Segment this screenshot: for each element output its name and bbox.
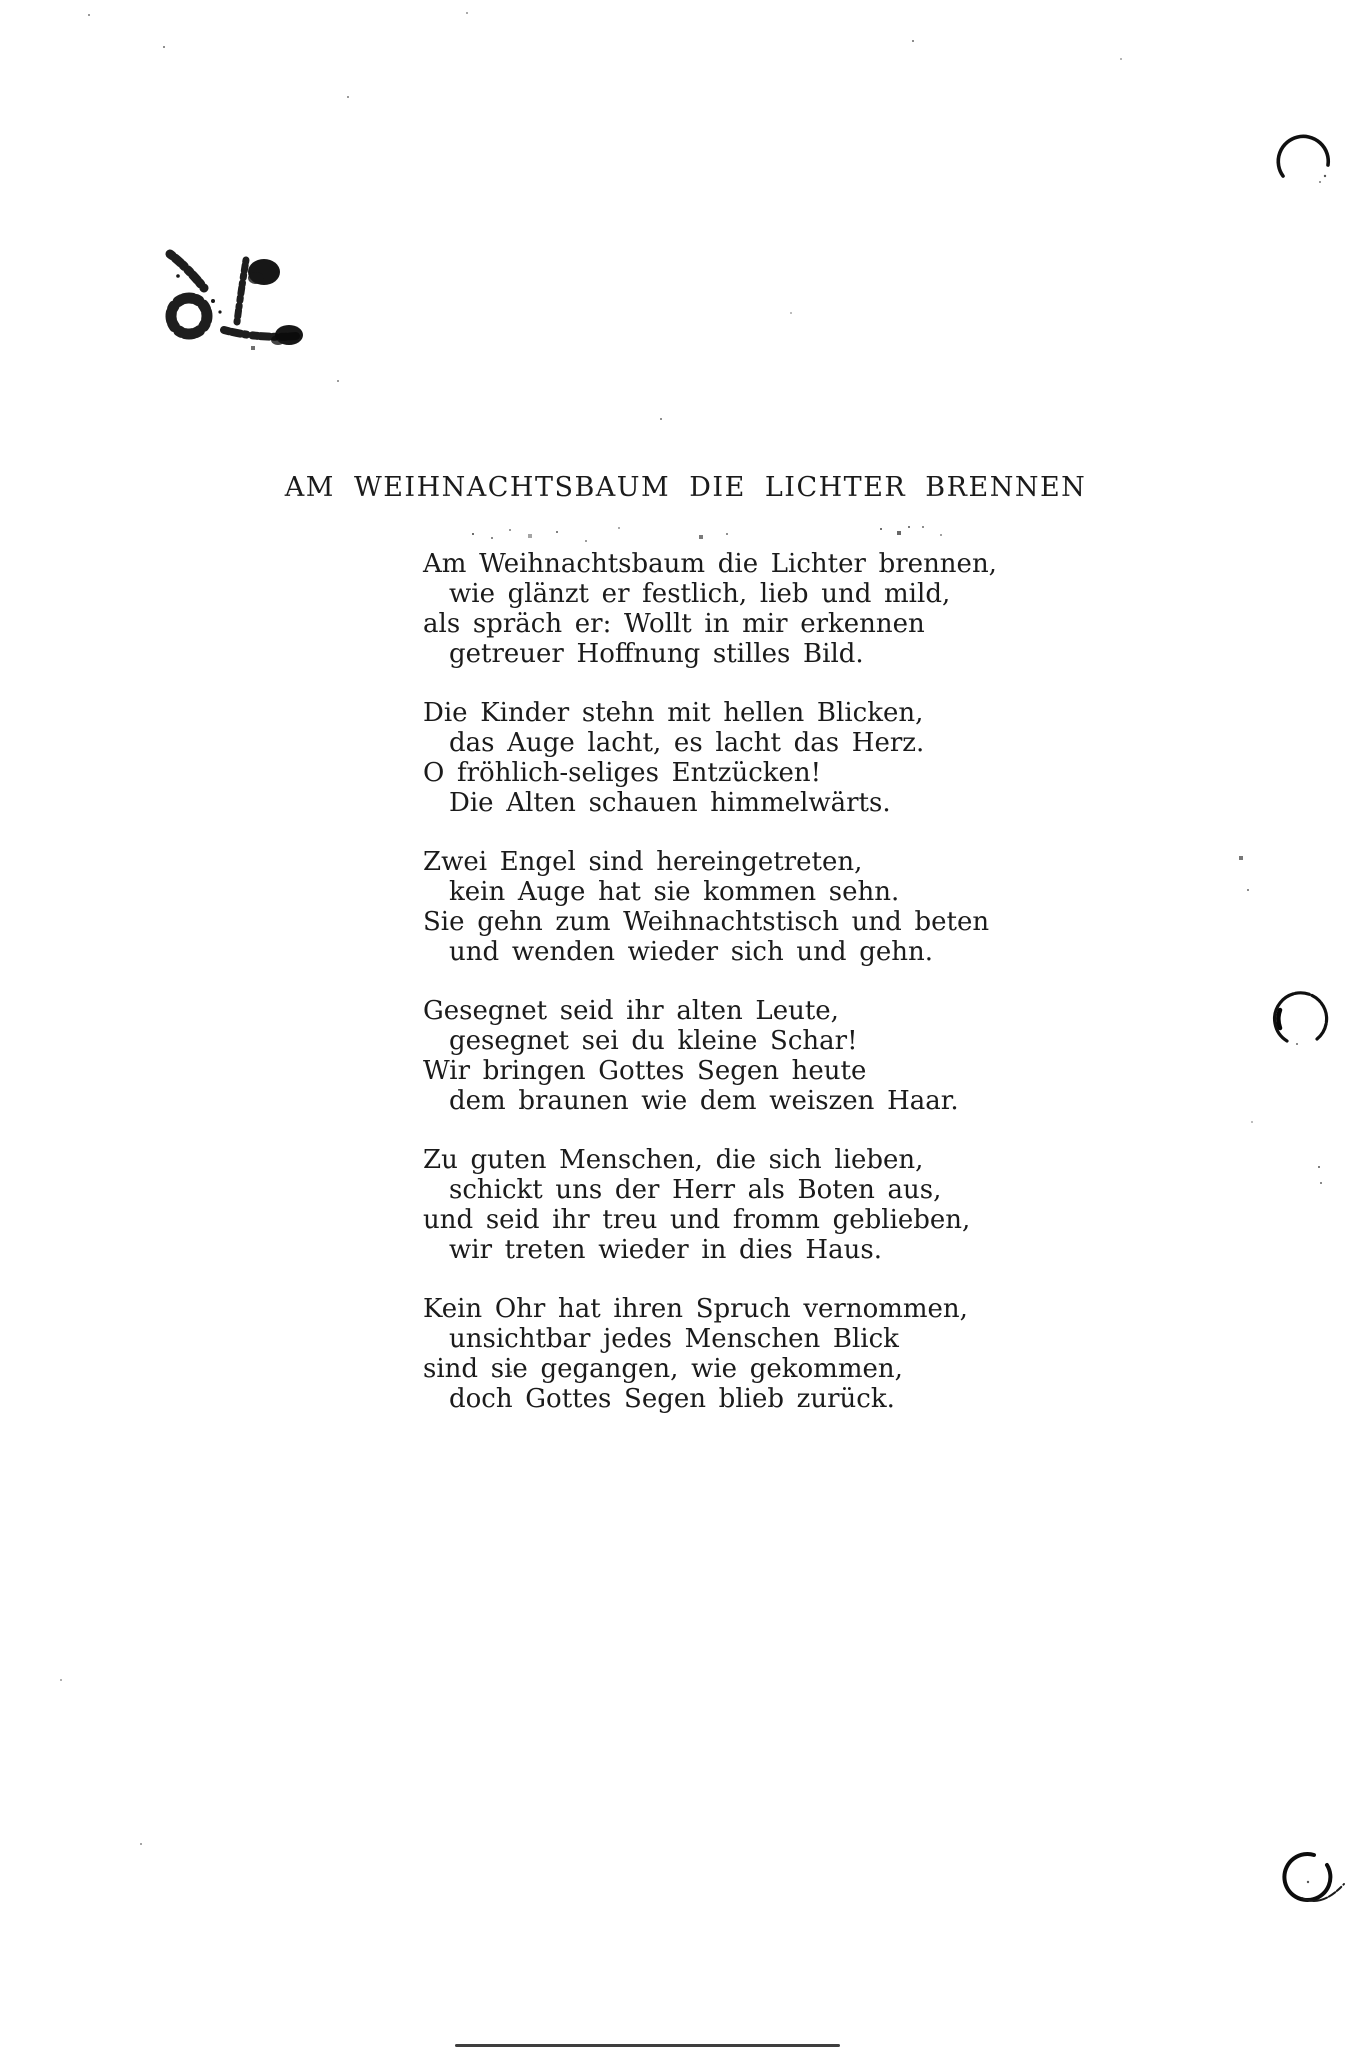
stanza bbox=[423, 1294, 997, 1414]
poem-line: doch Gottes Segen blieb zurück. bbox=[449, 1384, 895, 1414]
scan-streak bbox=[455, 2044, 840, 2047]
ring-mark-icon bbox=[1272, 988, 1334, 1050]
poem-line: wie glänzt er festlich, lieb und mild, bbox=[449, 579, 951, 609]
poem-line: sind sie gegangen, wie gekommen, bbox=[423, 1354, 903, 1384]
poem-line: gesegnet sei du kleine Schar! bbox=[449, 1026, 858, 1056]
poem-line: und seid ihr treu und fromm geblieben, bbox=[423, 1205, 971, 1235]
poem-line: schickt uns der Herr als Boten aus, bbox=[449, 1175, 942, 1205]
poem-line: O fröhlich-seliges Entzücken! bbox=[423, 758, 822, 788]
poem-line: dem braunen wie dem weiszen Haar. bbox=[449, 1086, 959, 1116]
poem-line: unsichtbar jedes Menschen Blick bbox=[449, 1324, 899, 1354]
poem-line: wir treten wieder in dies Haus. bbox=[449, 1235, 882, 1265]
stanza bbox=[423, 1145, 997, 1265]
ink-smudge-icon bbox=[158, 246, 310, 350]
poem-line: Die Alten schauen himmelwärts. bbox=[449, 788, 891, 818]
poem-line: als spräch er: Wollt in mir erkennen bbox=[423, 609, 925, 639]
poem-line: das Auge lacht, es lacht das Herz. bbox=[449, 728, 925, 758]
poem-line: Die Kinder stehn mit hellen Blicken, bbox=[423, 698, 924, 728]
ring-mark-icon bbox=[1274, 132, 1334, 192]
stanza bbox=[423, 847, 997, 967]
poem-line: Wir bringen Gottes Segen heute bbox=[423, 1056, 867, 1086]
stanza bbox=[423, 996, 997, 1116]
erased-text-smudge bbox=[0, 0, 2, 2]
poem bbox=[423, 549, 997, 1443]
stanza bbox=[423, 549, 997, 669]
poem-line: Zu guten Menschen, die sich lieben, bbox=[423, 1145, 924, 1175]
stanza bbox=[423, 698, 997, 818]
poem-line: und wenden wieder sich und gehn. bbox=[449, 937, 934, 967]
ring-mark-icon bbox=[1272, 1852, 1352, 1914]
poem-line: Kein Ohr hat ihren Spruch vernommen, bbox=[423, 1294, 968, 1324]
poem-line: Gesegnet seid ihr alten Leute, bbox=[423, 996, 839, 1026]
poem-line: Zwei Engel sind hereingetreten, bbox=[423, 847, 863, 877]
poem-line: Am Weihnachtsbaum die Lichter brennen, bbox=[423, 549, 997, 579]
page-title: AM WEIHNACHTSBAUM DIE LICHTER BRENNEN bbox=[284, 472, 1087, 503]
poem-line: Sie gehn zum Weihnachtstisch und beten bbox=[423, 907, 990, 937]
poem-line: kein Auge hat sie kommen sehn. bbox=[449, 877, 900, 907]
poem-line: getreuer Hoffnung stilles Bild. bbox=[449, 639, 864, 669]
